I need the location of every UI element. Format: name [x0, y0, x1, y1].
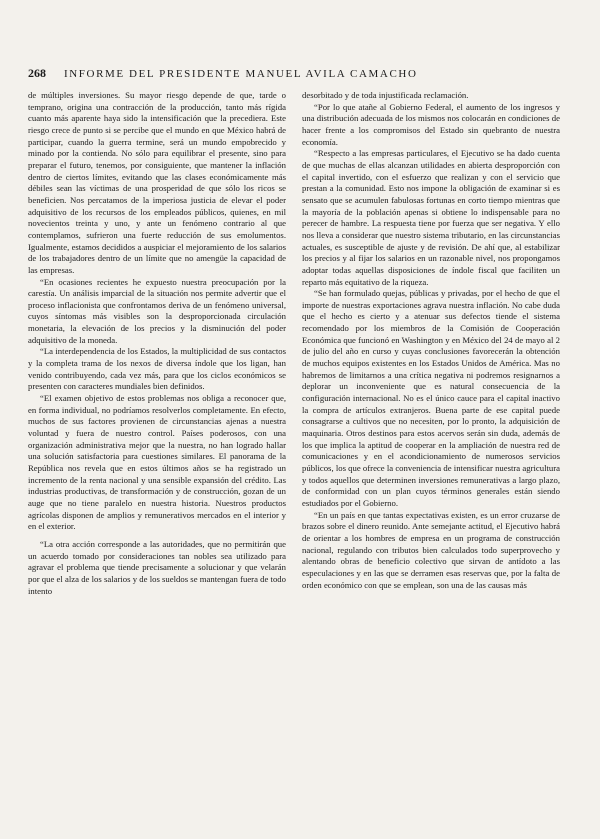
- paragraph: “Por lo que atañe al Gobierno Federal, el aumento de los ingresos y una distribución adecuada de los mismos nos colocarán en condiciones de hacer frente a los compromisos del Estado sin quebranto de nuestra economía.: [302, 101, 560, 147]
- paragraph: desorbitado y de toda injustificada reclamación.: [302, 90, 469, 100]
- paragraph: “La interdependencia de los Estados, la multiplicidad de sus contactos y la completa trama de los nexos de diversa índole que los ligan, han venido contribuyendo, cada vez más, para que los ciclos económicos se presenten con caracteres mundiales bien definidos.: [28, 346, 286, 392]
- page-header: [28, 66, 560, 81]
- left-column: [28, 90, 286, 597]
- paragraph: “En un país en que tantas expectativas existen, es un error cruzarse de brazos sobre el dinero reunido. Ante semejante actitud, el Ejecutivo habrá de orientar a los hombres de empresa en un programa de construcción nacional, regulando con tributos bien calculados todo superprovecho y alentando obras de beneficio colectivo que sirvan de antídoto a las especulaciones y en las que se derramen esas reservas que, por la falta de orden económico con que se emplean, son una de las causas más: [302, 509, 560, 590]
- text-columns: [28, 90, 560, 597]
- running-title: INFORME DEL PRESIDENTE MANUEL AVILA CAMACHO: [64, 68, 418, 80]
- right-column: [302, 90, 560, 597]
- paragraph: “Respecto a las empresas particulares, el Ejecutivo se ha dado cuenta de que muchas de ellas alcanzan utilidades en abierta desproporción con el capital invertido, con el esfuerzo que realizan y con el servicio que prestan a la comunidad. Esto nos impone la obligación de examinar si es sensato que se acumulen fabulosas fortunas en corto tiempo mientras que la mayoría de la población apenas si obtiene lo indispensable para no perecer de hambre. La respuesta tiene por fuerza que ser negativa. Y ello nos lleva a considerar que nuestro sistema tributario, en las circunstancias actuales, es susceptible de ajuste y de revisión. De ahí que, al estabilizar los precios y al fijar los salarios en un razonable nivel, nos propongamos adoptar todas aquellas disposiciones de índole fiscal que faciliten un reparto más equitativo de la riqueza.: [302, 148, 560, 287]
- page-number: 268: [28, 66, 46, 80]
- paragraph: “El examen objetivo de estos problemas nos obliga a reconocer que, en forma individual, no podríamos resolverlos completamente. En efecto, muchos de sus factores provienen de circunstancias ajenas a nuestra voluntad y fuera de nuestro control. Países poderosos, con una organización administrativa mejor que la nuestra, no han logrado hallar una solución satisfactoria para cuestiones similares. El panorama de la República nos revela que en estos últimos años se ha registrado un incremento de la renta nacional y una sensible expansión del crédito. Las industrias productivas, de transformación y de construcción, gozan de un auge que no tiene paralelo en nuestra historia. Nuestros productos agrícolas disponen de amplios y remunerativos mercados en el interior y en el exterior.: [28, 393, 286, 532]
- paragraph: “La otra acción corresponde a las autoridades, que no permitirán que un acuerdo tomado por consideraciones tan nobles sea utilizado para agravar el problema que tiende precisamente a solucionar y que velarán por que el alza de los salarios y de los sueldos se mantengan fuera de todo intento: [28, 538, 286, 596]
- paragraph: “Se han formulado quejas, públicas y privadas, por el hecho de que el importe de nuestras exportaciones agrava nuestra inflación. No cabe duda que el hecho es cierto y a atenuar sus defectos tiende el sistema recomendado por los miembros de la Comisión de Cooperación Económica que funcionó en Washington y en México del 24 de mayo al 2 de julio del año en curso y cuyas conclusiones favorecerán la obtención de muchos equipos existentes en los Estados Unidos de América. Mas no habremos de limitarnos a una crítica negativa ni podremos resignarnos a deplorar un inconveniente que es natural consecuencia de la configuración internacional. No es el único cauce para el capital inactivo la compra de artículos extranjeros. Buena parte de ese capital puede consagrarse a cultivos que no necesiten, por lo pronto, la adquisición de maquinaria. Otros destinos para estos acervos serán sin duda, además de los que implica la aptitud de cooperar en la ampliación de nuestra red de comunicaciones y en el acondicionamiento de numerosos servicios públicos, los que ofrece la conveniencia de intensificar nuestra agricultura y todos aquellos que determinen inversiones remunerativas a largo plazo, de conformidad con un plan cuyos términos generales están siendo estudiados por el Gobierno.: [302, 288, 560, 508]
- paragraph: de múltiples inversiones. Su mayor riesgo depende de que, tarde o temprano, origina una contracción de la producción, tanto más rígida cuanto más aparente haya sido la intensificación que la precediera. Este riesgo crece de punto si se percibe que el mundo en que México habrá de participar, cuando la guerra termine, será un mundo empobrecido y minado por la contienda. No sólo para equilibrar el presente, sino para preparar el futuro, tenemos, por consiguiente, que mantener la inflación dentro de ciertos límites, evitando que las clases económicamente más débiles sean las víctimas de una prosperidad de que sólo los ricos se beneficien. Nos percatamos de la imperiosa justicia de elevar el poder adquisitivo de los recursos de los empleados públicos, quienes, en mil novecientos treinta y uno, y ante un fenómeno contrario al que contemplamos, sufrieron una fuerte reducción de sus emolumentos. Igualmente, estamos decididos a auspiciar el mejoramiento de los salarios de los trabajadores dentro de un límite que no amengüe la capacidad de las empresas.: [28, 90, 286, 275]
- paragraph: “En ocasiones recientes he expuesto nuestra preocupación por la carestía. Un análisis imparcial de la situación nos permite advertir que el proceso inflacionista que confrontamos deriva de un fenómeno universal, cuyos síntomas más visibles son la desproporcionada circulación monetaria, la elevación de los precios y la disminución del poder adquisitivo de la moneda.: [28, 276, 286, 345]
